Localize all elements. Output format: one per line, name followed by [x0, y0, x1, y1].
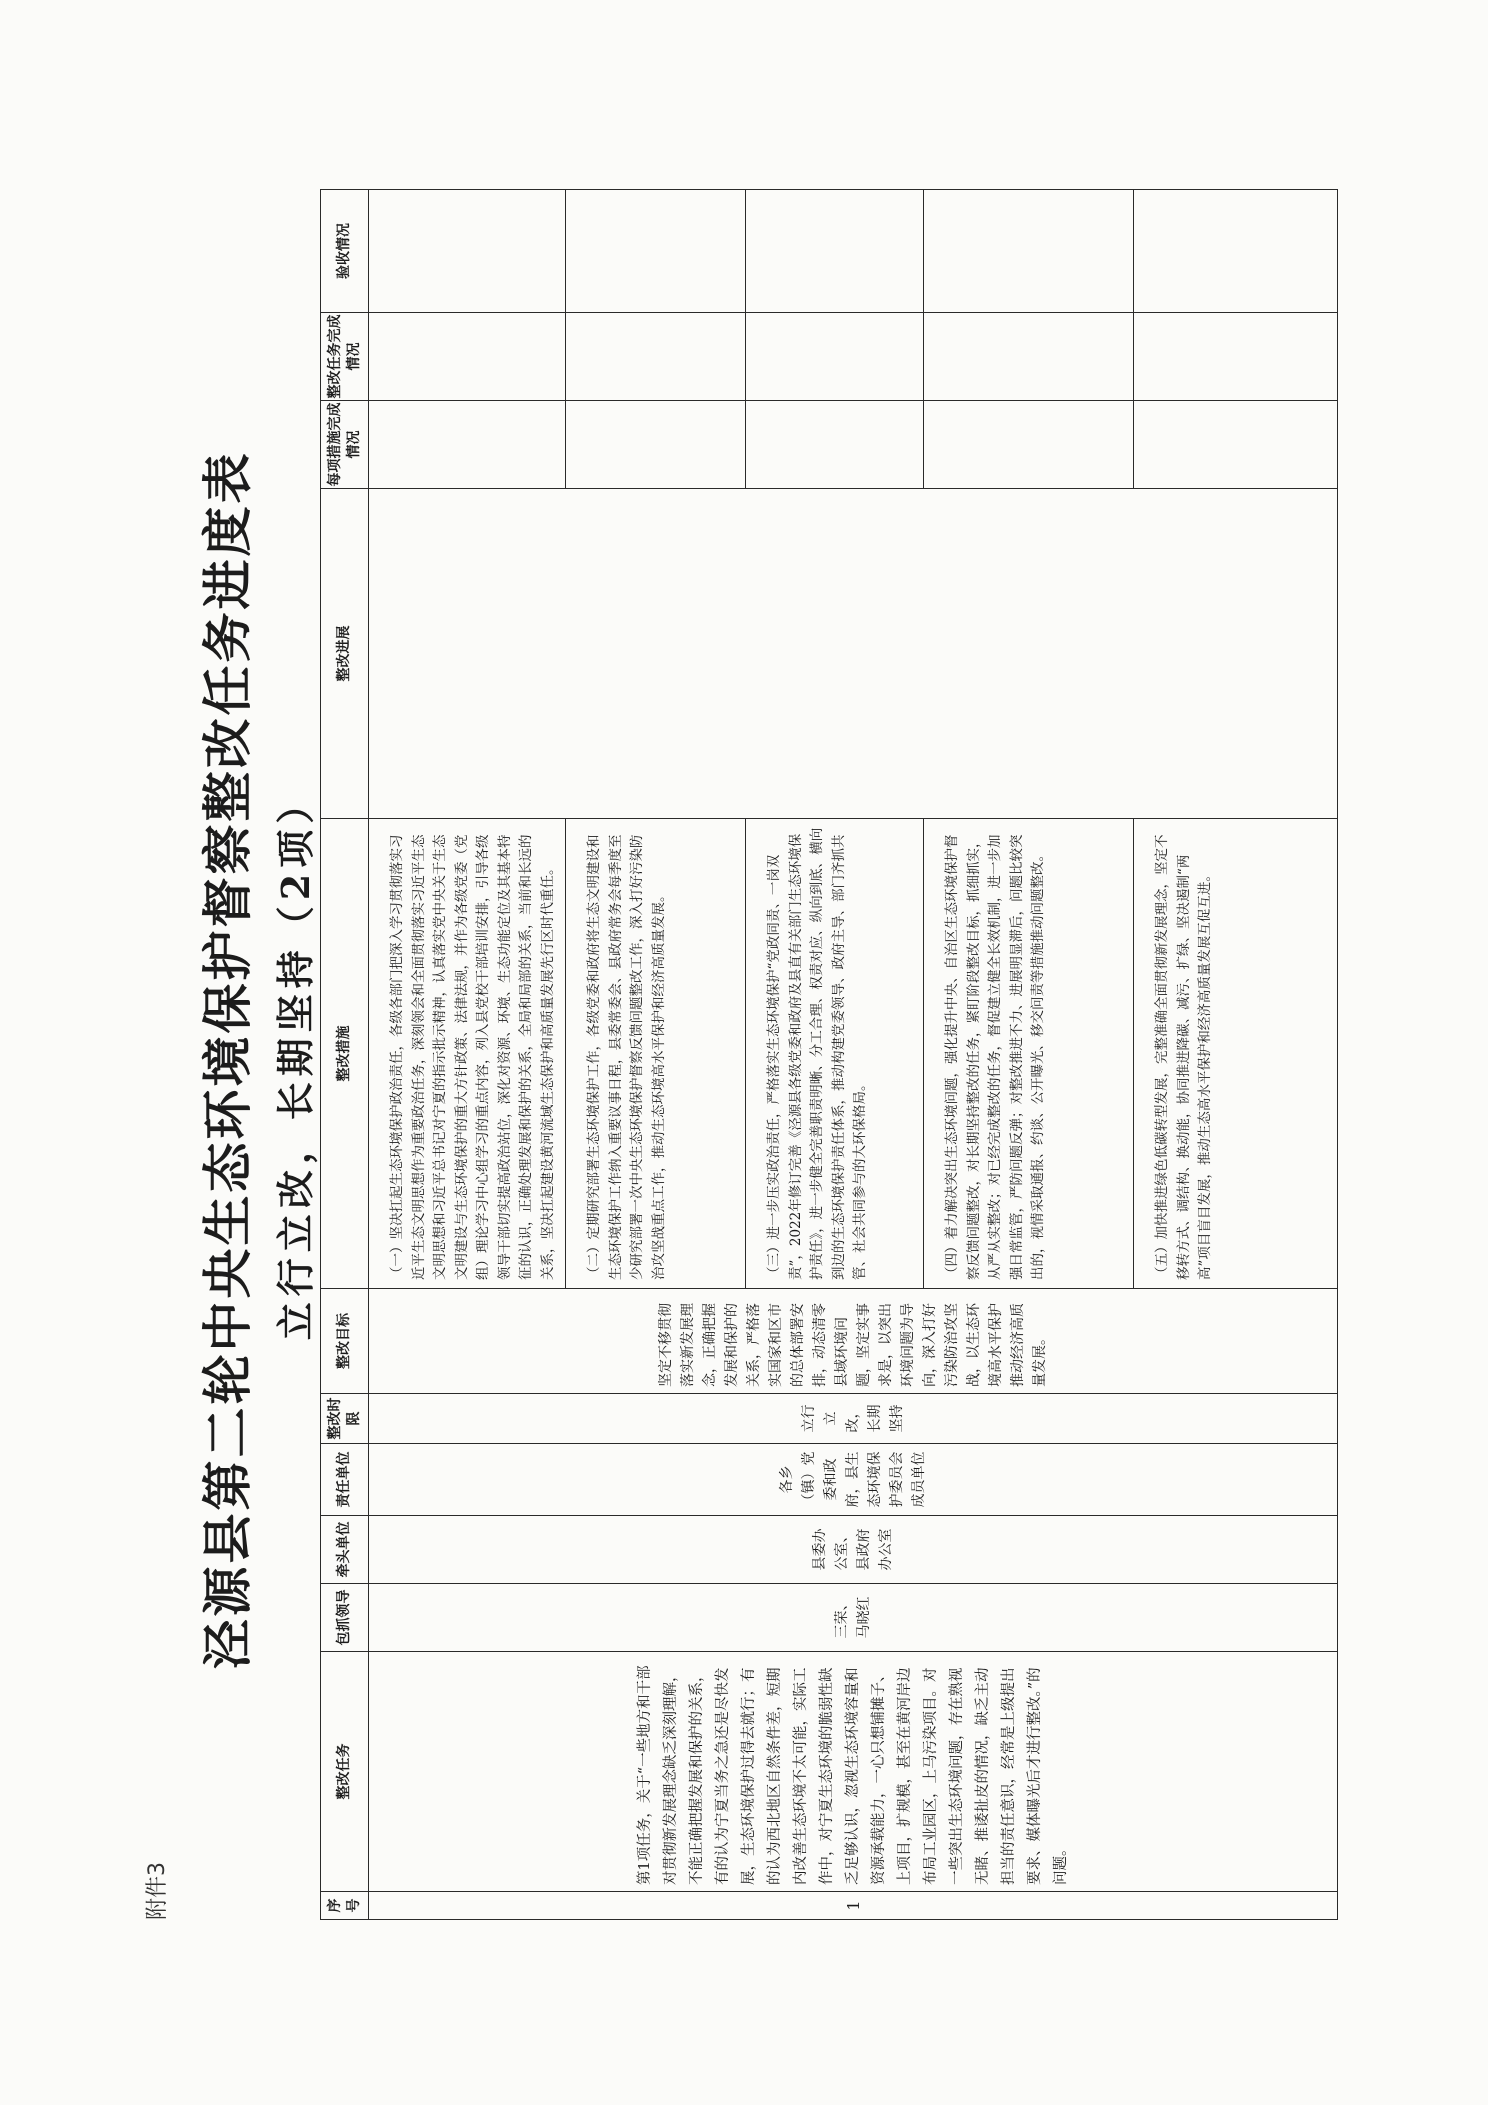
acceptance-cell [566, 190, 746, 313]
task-completion-cell [746, 313, 924, 401]
document-title: 泾源县第二轮中央生态环境保护督察整改任务进度表 [198, 450, 257, 1670]
measure-item: （二）定期研究部署生态环境保护工作，各级党委和政府将生态文明建设和生态环境保护工作纳入重要议事日程，县委常委会、县政府常务会每季度至少研究部署一次中央生态环境保护督察反馈问题整改工作，深入打好污染防治攻坚战重点工作，推动生态环境高水平保护和经济高质量发展。 [566, 819, 746, 1289]
header-task-completion: 整改任务完成情况 [321, 313, 369, 401]
measure-status-cell [1134, 401, 1338, 489]
row-leader: 三荣、马晓红 [369, 1584, 1338, 1652]
task-completion-cell [1134, 313, 1338, 401]
rotated-landscape-sheet [140, 190, 1320, 1920]
header-lead-unit: 牵头单位 [321, 1516, 369, 1584]
acceptance-cell [1134, 190, 1338, 313]
task-completion-cell [924, 313, 1134, 401]
measure-item: （三）进一步压实政治责任，严格落实生态环境保护“党政同责、一岗双责”，2022年修订完善《泾源县各级党委和政府及县直有关部门生态环境保护责任》，进一步健全完善职责明晰、分工合理、权责对应、纵向到底、横向到边的生态环境保护责任体系，推动构建党委领导、政府主导、部门齐抓共管、社会共同参与的大环保格局。 [746, 819, 924, 1289]
acceptance-cell [369, 190, 566, 313]
header-leader: 包抓领导 [321, 1584, 369, 1652]
row-seq: 1 [369, 1892, 1338, 1920]
header-seq: 序号 [321, 1892, 369, 1920]
task-completion-cell [566, 313, 746, 401]
header-responsible-unit: 责任单位 [321, 1444, 369, 1516]
table-header-row [321, 190, 369, 1920]
row-lead-unit: 县委办公室、县政府办公室 [369, 1516, 1338, 1584]
row-responsible-unit: 各乡（镇）党委和政府，县生态环境保护委员会成员单位 [369, 1444, 1338, 1516]
row-goal: 坚定不移贯彻落实新发展理念，正确把握发展和保护的关系，严格落实国家和区市的总体部署安排，动态清零县域环境问题，坚定实事求是，以突出环境问题为导向，深入打好污染防治攻坚战，以生态环境高水平保护推动经济高质量发展。 [369, 1289, 1338, 1394]
header-progress: 整改进展 [321, 489, 369, 819]
header-goal: 整改目标 [321, 1289, 369, 1394]
table-row [369, 190, 566, 1920]
header-measures: 整改措施 [321, 819, 369, 1289]
measure-item: （一）坚决扛起生态环境保护政治责任，各级各部门把深入学习贯彻落实习近平生态文明思想作为重要政治任务，深刻领会和全面贯彻落实习近平生态文明思想和习近平总书记对宁夏的指示批示精神，认真落实党中央关于生态文明建设与生态环境保护的重大方针政策、法律法规，并作为各级党委（党组）理论学习中心组学习的重点内容，列入县党校干部培训安排，引导各级领导干部切实提高政治站位，深化对资源、环境、生态功能定位及其基本特征的认识，正确处理发展和保护的关系，全局和局部的关系，当前和长远的关系，坚决扛起建设黄河流域生态保护和高质量发展先行区时代重任。 [369, 819, 566, 1289]
measure-status-cell [746, 401, 924, 489]
header-deadline: 整改时限 [321, 1394, 369, 1444]
header-each-measure-status: 每项措施完成情况 [321, 401, 369, 489]
row-task: 第1项任务，关于“一些地方和干部对贯彻新发展理念缺乏深刻理解，不能正确把握发展和保护的关系，有的认为宁夏当务之急还是尽快发展，生态环境保护过得去就行；有的认为西北地区自然条件差，短期内改善生态环境不太可能，实际工作中，对宁夏生态环境的脆弱性缺乏足够认识，忽视生态环境容量和资源承载能力，一心只想铺摊子、上项目，扩规模，甚至在黄河岸边布局工业园区，上马污染项目。对一些突出生态环境问题，存在熟视无睹、推诿扯皮的情况，缺乏主动担当的责任意识，经常是上级提出要求、媒体曝光后才进行整改。”的问题。 [369, 1652, 1338, 1892]
header-acceptance: 验收情况 [321, 190, 369, 313]
measure-status-cell [924, 401, 1134, 489]
measure-status-cell [566, 401, 746, 489]
header-task: 整改任务 [321, 1652, 369, 1892]
row-deadline: 立行立改，长期坚持 [369, 1394, 1338, 1444]
measure-item: （四）着力解决突出生态环境问题，强化提升中央、自治区生态环境保护督察反馈问题整改，对长期坚持整改的任务，紧盯阶段整改目标，抓细抓实，从严从实整改；对已经完成整改的任务，督促建立健全长效机制，进一步加强日常监管，严防问题反弹；对整改推进不力、进展明显滞后，问题比较突出的，视情采取通报、约谈、公开曝光、移交问责等措施推动问题整改。 [924, 819, 1134, 1289]
attachment-label: 附件3 [145, 1862, 170, 1920]
acceptance-cell [924, 190, 1134, 313]
row-progress [369, 489, 1338, 819]
document-subtitle: 立行立改，长期坚持（2项） [273, 779, 318, 1341]
acceptance-cell [746, 190, 924, 313]
rectification-progress-table [320, 189, 1338, 1920]
task-completion-cell [369, 313, 566, 401]
measure-item: （五）加快推进绿色低碳转型发展，完整准确全面贯彻新发展理念，坚定不移转方式、调结构、换动能，协同推进降碳、减污、扩绿、坚决遏制“两高”项目盲目发展，推动生态高水平保护和经济高质量发展互促互进。 [1134, 819, 1338, 1289]
measure-status-cell [369, 401, 566, 489]
